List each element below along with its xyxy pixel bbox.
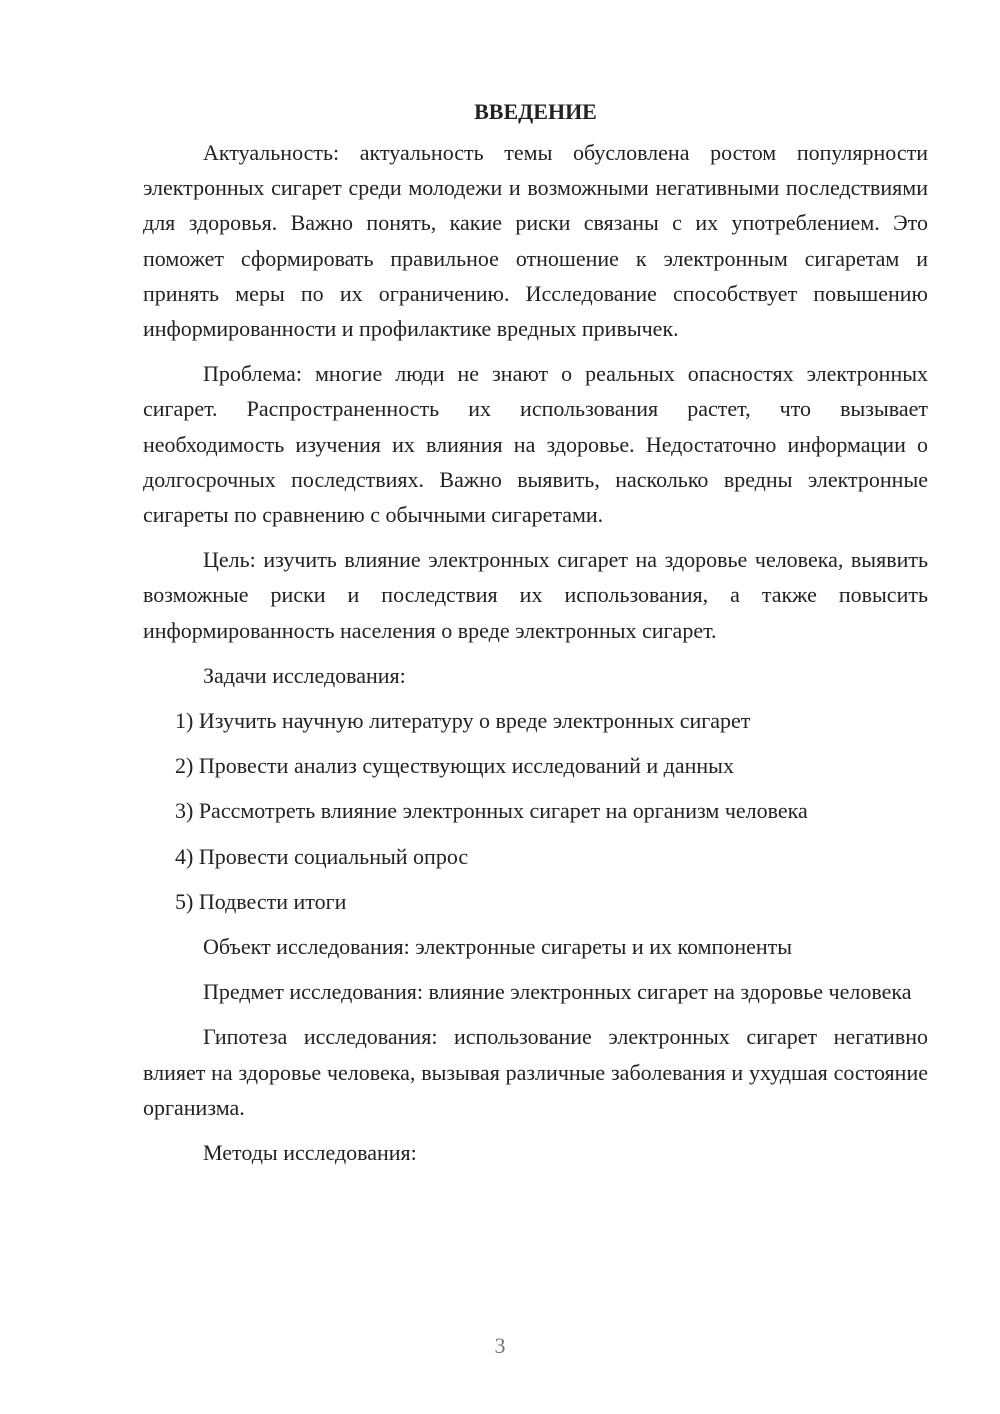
- tasks-list: [143, 703, 928, 919]
- object-paragraph: Объект исследования: электронные сигареты и их компоненты: [203, 934, 793, 960]
- page-content: [143, 94, 928, 1180]
- task-item-2: 2) Провести анализ существующих исследований и данных: [175, 753, 734, 779]
- tasks-heading: Задачи исследования:: [203, 662, 406, 688]
- task-item-5: 5) Подвести итоги: [175, 888, 347, 914]
- hypothesis-paragraph: Гипотеза исследования: использование электронных сигарет негативно влияет на здоровье человека, вызывая различные заболевания и ухудшая состояние организма.: [143, 1024, 928, 1120]
- problem-paragraph: Проблема: многие люди не знают о реальных опасностях электронных сигарет. Распространенность их использования растет, что вызывает необходимость изучения их влияния на здоровье. Недостаточно информации о долгосрочных последствиях. Важно выявить, насколько вредны электронные сигареты по сравнению с обычными сигаретами.: [143, 361, 928, 528]
- methods-heading: Методы исследования:: [203, 1140, 417, 1166]
- goal-paragraph: Цель: изучить влияние электронных сигарет на здоровье человека, выявить возможные риски и последствия их использования, а также повысить информированность населения о вреде электронных сигарет.: [143, 547, 928, 643]
- task-item-3: 3) Рассмотреть влияние электронных сигарет на организм человека: [175, 798, 808, 824]
- task-item-1: 1) Изучить научную литературу о вреде электронных сигарет: [175, 708, 751, 734]
- relevance-paragraph: Актуальность: актуальность темы обусловлена ростом популярности электронных сигарет среди молодежи и возможными негативными последствиями для здоровья. Важно понять, какие риски связаны с их употреблением. Это поможет сформировать правильное отношение к электронным сигаретам и принять меры по их ограничению. Исследование способствует повышению информированности и профилактике вредных привычек.: [143, 140, 928, 342]
- page-number: 3: [494, 1333, 506, 1358]
- section-title: ВВЕДЕНИЕ: [474, 99, 597, 124]
- subject-paragraph: Предмет исследования: влияние электронных сигарет на здоровье человека: [203, 979, 912, 1005]
- task-item-4: 4) Провести социальный опрос: [175, 843, 469, 869]
